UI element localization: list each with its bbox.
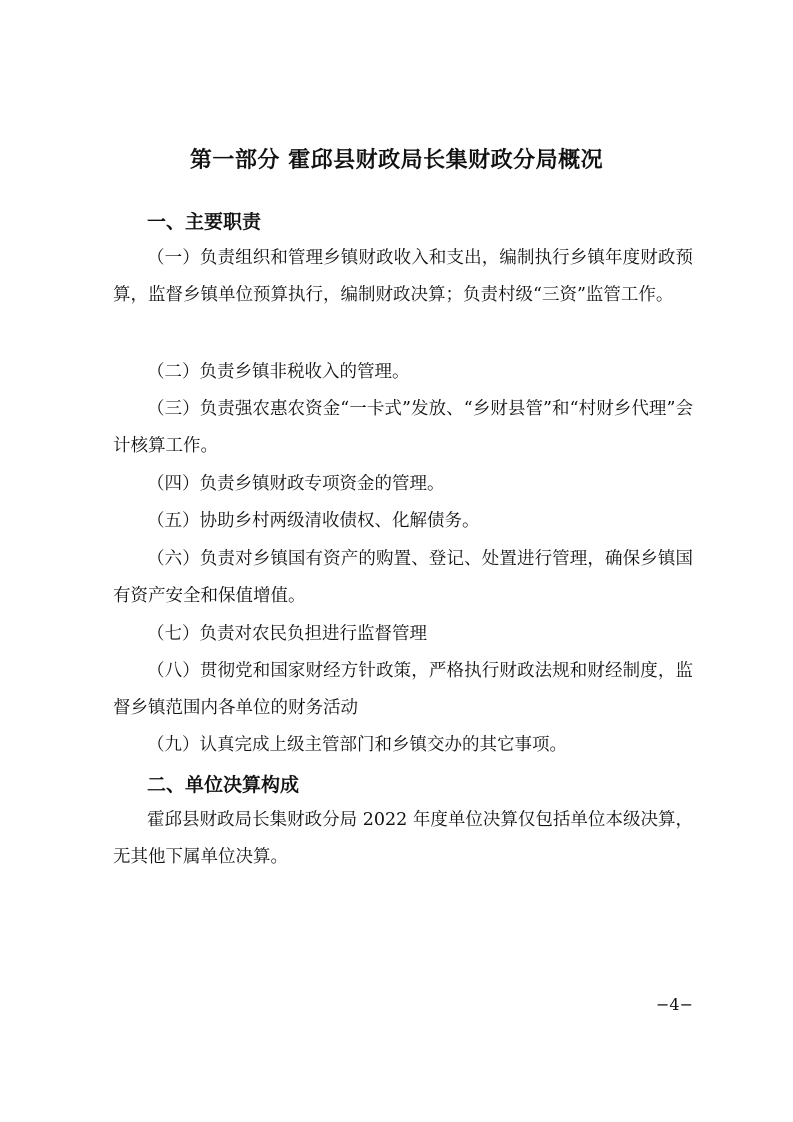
composition-paragraph: 霍邱县财政局长集财政分局 2022 年度单位决算仅包括单位本级决算，无其他下属单位决算。 [113,810,693,867]
section-heading-duties: 一、主要职责 [147,211,262,233]
page-number: −4− [656,995,693,1014]
duty-paragraph-4: （四）负责乡镇财政专项资金的管理。 [147,474,445,494]
duty-paragraph-8: （八）贯彻党和国家财经方针政策，严格执行财政法规和财经制度，监督乡镇范围内各单位的财务活动 [113,661,693,718]
duty-paragraph-3: （三）负责强农惠农资金“一卡式”发放、“乡财县管”和“村财乡代理”会计核算工作。 [113,399,693,456]
section-heading-composition: 二、单位决算构成 [147,774,300,796]
duty-paragraph-1: （一）负责组织和管理乡镇财政收入和支出，编制执行乡镇年度财政预算，监督乡镇单位预算执行，编制财政决算；负责村级“三资”监管工作。 [113,248,693,305]
duty-paragraph-6: （六）负责对乡镇国有资产的购置、登记、处置进行管理，确保乡镇国有资产安全和保值增值。 [113,549,693,606]
duty-paragraph-9: （九）认真完成上级主管部门和乡镇交办的其它事项。 [147,735,567,755]
duty-paragraph-7: （七）负责对农民负担进行监督管理 [147,624,427,644]
duty-paragraph-2: （二）负责乡镇非税收入的管理。 [147,362,410,382]
duty-paragraph-5: （五）协助乡村两级清收债权、化解债务。 [147,511,480,531]
page-title: 第一部分 霍邱县财政局长集财政分局概况 [189,148,604,173]
